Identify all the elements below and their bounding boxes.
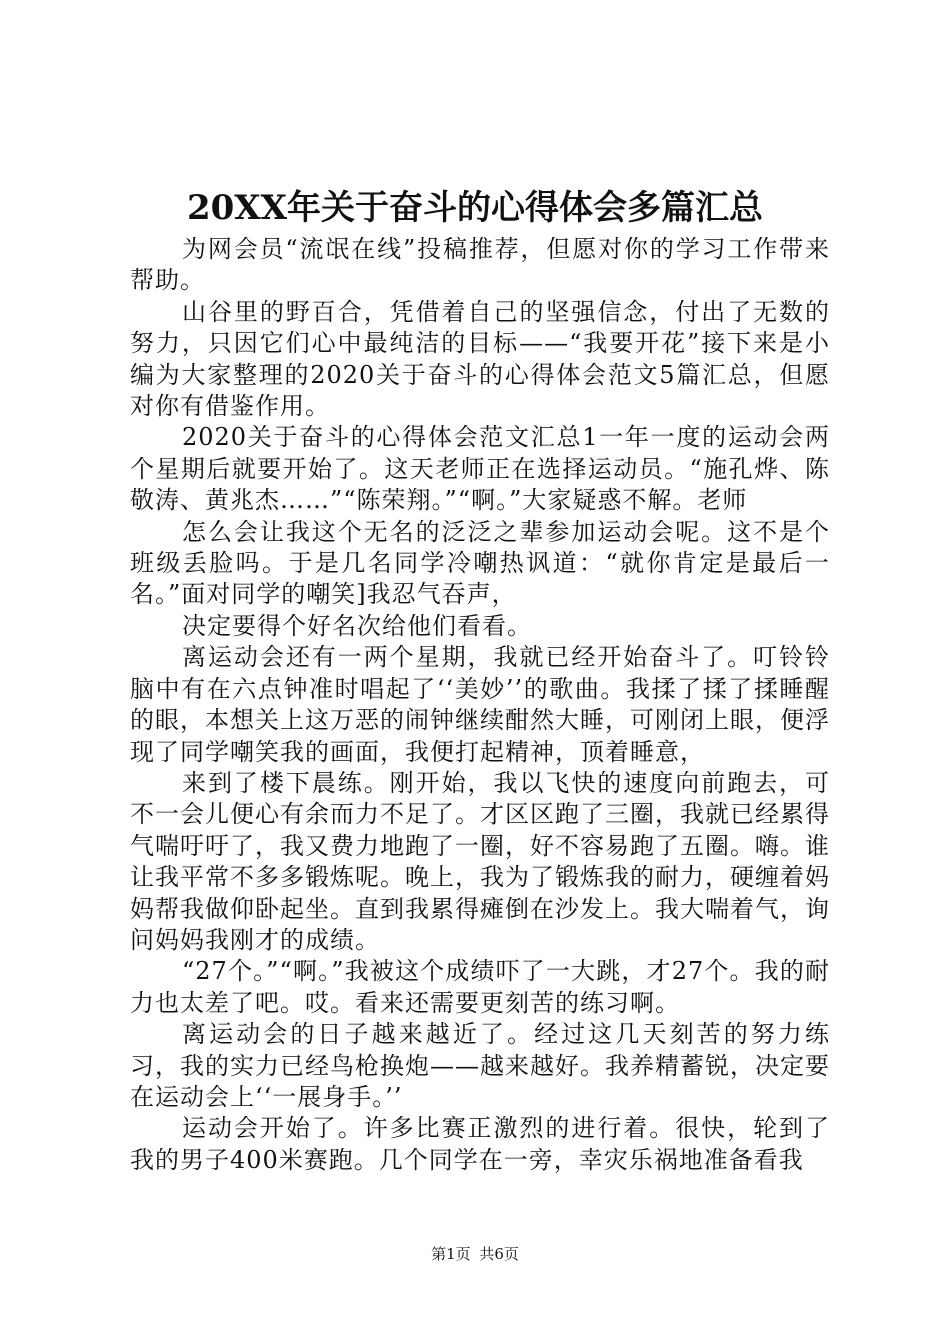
paragraph: 离运动会还有一两个星期，我就已经开始奋斗了。叮铃铃脑中有在六点钟准时唱起了‘‘美妙’’的歌曲。我揉了揉了揉睡醒的眼，本想关上这万恶的闹钟继续酣然大睡，可刚闭上眼，便浮现了同学嘲笑我的画面，我便打起精神，顶着睡意，: [130, 643, 830, 766]
paragraph: “27个。”“啊。”我被这个成绩吓了一大跳，才27个。我的耐力也太差了吧。哎。看来还需要更刻苦的练习啊。: [130, 957, 830, 1017]
page-number: 第1页: [431, 1245, 471, 1263]
paragraph: 为网会员“流氓在线”投稿推荐，但愿对你的学习工作带来帮助。: [130, 235, 830, 295]
page-footer: [0, 1244, 950, 1264]
paragraph: 运动会开始了。许多比赛正激烈的进行着。很快，轮到了我的男子400米赛跑。几个同学在一旁，幸灾乐祸地准备看我: [130, 1114, 830, 1174]
paragraph: 山谷里的野百合，凭借着自己的坚强信念，付出了无数的努力，只因它们心中最纯洁的目标——“我要开花”接下来是小编为大家整理的2020关于奋斗的心得体会范文5篇汇总，但愿对你有借鉴作用。: [130, 297, 830, 421]
document-body: [130, 234, 830, 1176]
page-total: 共6页: [479, 1245, 519, 1263]
document-title: 20XX年关于奋斗的心得体会多篇汇总: [186, 188, 764, 228]
paragraph: 2020关于奋斗的心得体会范文汇总1一年一度的运动会两个星期后就要开始了。这天老师正在选择运动员。“施孔烨、陈敬涛、黄兆杰……”“陈荣翔。”“啊。”大家疑惑不解。老师: [130, 423, 830, 515]
paragraph: 怎么会让我这个无名的泛泛之辈参加运动会呢。这不是个班级丢脸吗。于是几名同学冷嘲热讽道：“就你肯定是最后一名。”面对同学的嘲笑]我忍气吞声，: [130, 517, 830, 609]
paragraph: 决定要得个好名次给他们看看。: [182, 611, 532, 640]
paragraph: 离运动会的日子越来越近了。经过这几天刻苦的努力练习，我的实力已经鸟枪换炮——越来越好。我养精蓄锐，决定要在运动会上‘‘一展身手。’’: [130, 1020, 830, 1111]
paragraph: 来到了楼下晨练。刚开始，我以飞快的速度向前跑去，可不一会儿便心有余而力不足了。才区区跑了三圈，我就已经累得气喘吁吁了，我又费力地跑了一圈，好不容易跑了五圈。嗨。谁让我平常不多多锻炼呢。晚上，我为了锻炼我的耐力，硬缠着妈妈帮我做仰卧起坐。直到我累得瘫倒在沙发上。我大喘着气，询问妈妈我刚才的成绩。: [130, 768, 830, 954]
